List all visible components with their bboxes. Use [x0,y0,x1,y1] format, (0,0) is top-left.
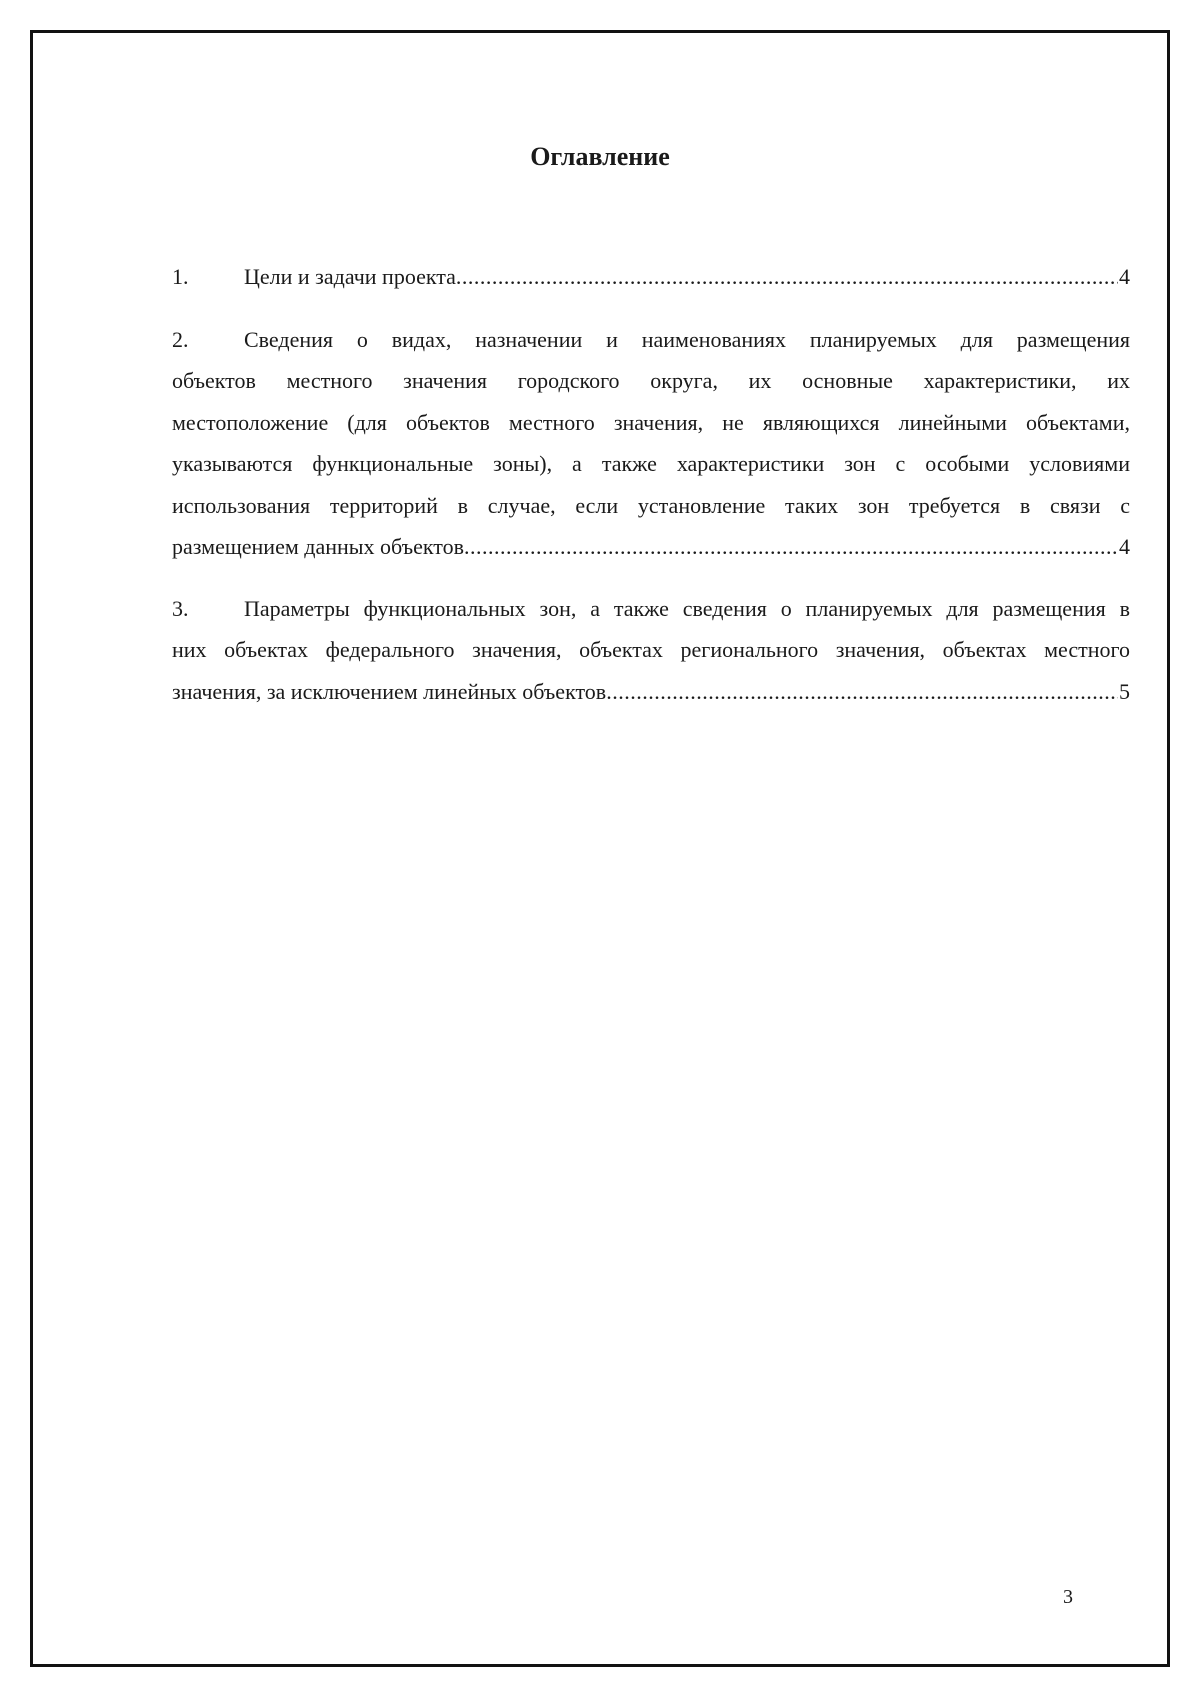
toc-entry-page[interactable]: 5 [1119,678,1130,704]
toc-entry-page[interactable]: 4 [1119,534,1130,559]
toc-entry-line[interactable]: объектов местного значения городского округа, их основные характеристики, их [172,368,1130,393]
toc-entry-title-line[interactable]: Сведения о видах, назначении и наименованиях планируемых для размещения [244,326,1130,352]
toc-entry-2[interactable] [172,319,1130,568]
toc-entry-line[interactable]: указываются функциональные зоны), а также характеристики зон с особыми условиями [172,451,1130,476]
toc-entry-line[interactable]: использования территорий в случае, если установление таких зон требуется в связи с [172,492,1130,518]
toc-entry-number: 3. [172,595,189,621]
toc-entry-title-line[interactable]: Параметры функциональных зон, а также сведения о планируемых для размещения в [244,595,1130,621]
table-of-contents [172,256,1130,732]
toc-entry-number: 2. [172,326,189,352]
toc-entry-title-line[interactable]: размещением данных объектов [172,534,464,559]
dot-leader [456,256,1118,298]
toc-entry-1[interactable] [172,256,1130,298]
toc-entry-line [172,588,1130,630]
toc-entry-number: 1. [172,264,189,289]
dot-leader [606,671,1118,713]
toc-entry-line [172,319,1130,361]
toc-entry-line[interactable]: них объектах федерального значения, объектах регионального значения, объектах местного [172,637,1130,662]
toc-entry-title-line[interactable]: значения, за исключением линейных объектов [172,678,607,704]
toc-entry-title[interactable]: Цели и задачи проекта [244,264,456,289]
toc-entry-page[interactable]: 4 [1119,264,1130,289]
toc-entry-3[interactable] [172,588,1130,713]
toc-entry-line[interactable]: местоположение (для объектов местного значения, не являющихся линейными объектами, [172,409,1130,435]
page-number: 3 [1063,1586,1073,1608]
toc-title: Оглавление [530,142,670,171]
dot-leader [464,526,1118,568]
